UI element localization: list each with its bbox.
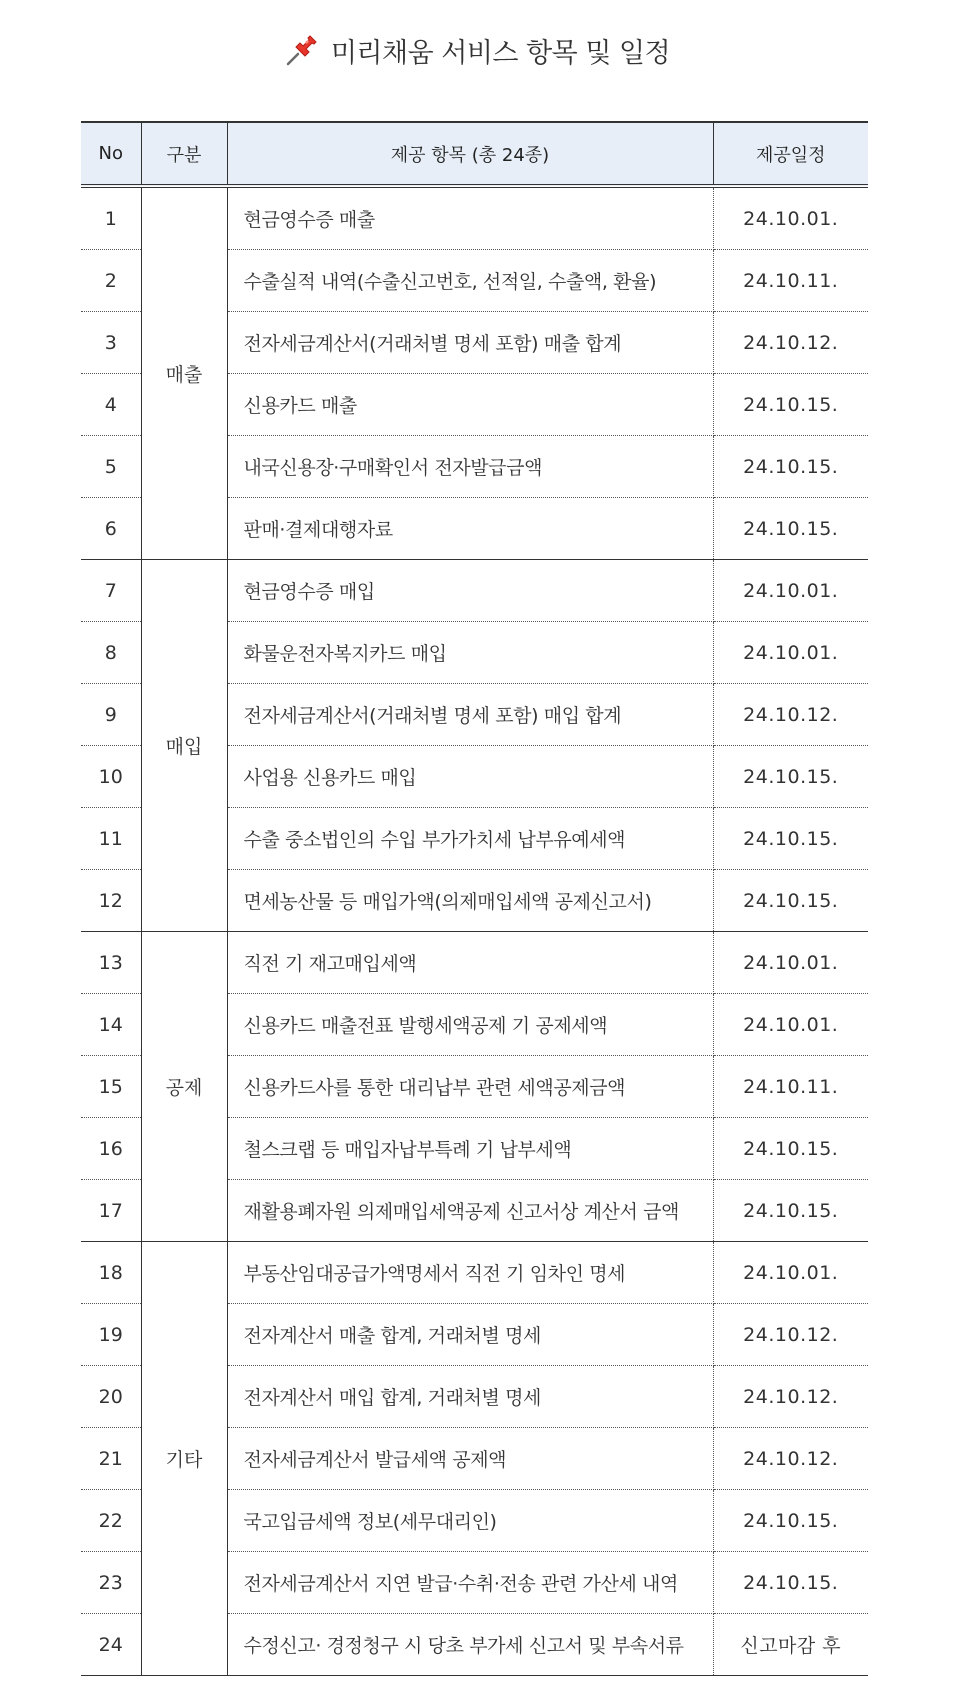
row-number: 6 xyxy=(81,498,141,560)
row-number: 15 xyxy=(81,1056,141,1118)
item-cell: 수정신고· 경정청구 시 당초 부가세 신고서 및 부속서류 xyxy=(227,1614,713,1676)
date-cell: 24.10.15. xyxy=(713,1180,868,1242)
date-cell: 24.10.01. xyxy=(713,622,868,684)
item-cell: 신용카드사를 통한 대리납부 관련 세액공제금액 xyxy=(227,1056,713,1118)
date-cell: 24.10.15. xyxy=(713,1118,868,1180)
row-number: 11 xyxy=(81,808,141,870)
item-cell: 철스크랩 등 매입자납부특례 기 납부세액 xyxy=(227,1118,713,1180)
row-number: 18 xyxy=(81,1242,141,1304)
date-cell: 24.10.15. xyxy=(713,374,868,436)
date-cell: 24.10.15. xyxy=(713,1552,868,1614)
header-category: 구분 xyxy=(141,122,227,186)
table-row xyxy=(81,1242,868,1304)
item-cell: 전자세금계산서 발급세액 공제액 xyxy=(227,1428,713,1490)
row-number: 23 xyxy=(81,1552,141,1614)
date-cell: 24.10.11. xyxy=(713,250,868,312)
pushpin-icon xyxy=(285,33,319,67)
item-cell: 면세농산물 등 매입가액(의제매입세액 공제신고서) xyxy=(227,870,713,932)
row-number: 14 xyxy=(81,994,141,1056)
row-number: 2 xyxy=(81,250,141,312)
page-title: 미리채움 서비스 항목 및 일정 xyxy=(330,37,671,69)
date-cell: 24.10.01. xyxy=(713,1242,868,1304)
item-cell: 판매·결제대행자료 xyxy=(227,498,713,560)
page-title-wrap xyxy=(0,30,955,70)
date-cell: 24.10.12. xyxy=(713,1304,868,1366)
item-cell: 내국신용장·구매확인서 전자발급금액 xyxy=(227,436,713,498)
item-cell: 전자계산서 매입 합계, 거래처별 명세 xyxy=(227,1366,713,1428)
row-number: 5 xyxy=(81,436,141,498)
date-cell: 24.10.11. xyxy=(713,1056,868,1118)
row-number: 4 xyxy=(81,374,141,436)
date-cell: 24.10.15. xyxy=(713,436,868,498)
date-cell: 24.10.12. xyxy=(713,1428,868,1490)
row-number: 1 xyxy=(81,186,141,250)
item-cell: 화물운전자복지카드 매입 xyxy=(227,622,713,684)
schedule-table xyxy=(81,121,868,1676)
item-cell: 부동산임대공급가액명세서 직전 기 임차인 명세 xyxy=(227,1242,713,1304)
table-header-row xyxy=(81,122,868,186)
date-cell: 24.10.12. xyxy=(713,684,868,746)
date-cell: 24.10.15. xyxy=(713,870,868,932)
date-cell: 24.10.01. xyxy=(713,932,868,994)
date-cell: 24.10.12. xyxy=(713,312,868,374)
header-item: 제공 항목 (총 24종) xyxy=(227,122,713,186)
date-cell: 24.10.15. xyxy=(713,746,868,808)
item-cell: 전자세금계산서(거래처별 명세 포함) 매입 합계 xyxy=(227,684,713,746)
date-cell: 24.10.15. xyxy=(713,498,868,560)
row-number: 24 xyxy=(98,1633,123,1656)
item-cell: 현금영수증 매입 xyxy=(227,560,713,622)
item-cell: 신용카드 매출 xyxy=(227,374,713,436)
row-number: 17 xyxy=(81,1180,141,1242)
table-body xyxy=(81,186,868,1676)
category-cell: 기타 xyxy=(141,1242,227,1676)
row-number: 3 xyxy=(81,312,141,374)
row-number: 20 xyxy=(81,1366,141,1428)
date-cell: 24.10.01. xyxy=(713,186,868,250)
row-number: 16 xyxy=(81,1118,141,1180)
item-cell: 국고입금세액 정보(세무대리인) xyxy=(227,1490,713,1552)
item-cell: 전자세금계산서 지연 발급·수취·전송 관련 가산세 내역 xyxy=(227,1552,713,1614)
row-number: 9 xyxy=(81,684,141,746)
header-date: 제공일정 xyxy=(713,122,868,186)
date-cell: 24.10.12. xyxy=(713,1366,868,1428)
row-number: 21 xyxy=(81,1428,141,1490)
item-cell: 직전 기 재고매입세액 xyxy=(227,932,713,994)
table-row xyxy=(81,560,868,622)
date-cell: 24.10.15. xyxy=(713,1490,868,1552)
item-cell: 신용카드 매출전표 발행세액공제 기 공제세액 xyxy=(227,994,713,1056)
row-number: 19 xyxy=(81,1304,141,1366)
item-cell: 수출실적 내역(수출신고번호, 선적일, 수출액, 환율) xyxy=(227,250,713,312)
category-cell: 공제 xyxy=(141,932,227,1242)
date-cell: 24.10.01. xyxy=(713,560,868,622)
table-row xyxy=(81,186,868,250)
date-cell: 24.10.15. xyxy=(713,808,868,870)
row-number: 7 xyxy=(81,560,141,622)
category-cell: 매출 xyxy=(141,186,227,560)
header-no: No xyxy=(81,122,141,186)
row-number: 10 xyxy=(81,746,141,808)
row-number: 8 xyxy=(81,622,141,684)
row-number: 13 xyxy=(81,932,141,994)
item-cell: 전자세금계산서(거래처별 명세 포함) 매출 합계 xyxy=(227,312,713,374)
item-cell: 재활용폐자원 의제매입세액공제 신고서상 계산서 금액 xyxy=(227,1180,713,1242)
table-row xyxy=(81,932,868,994)
date-cell: 신고마감 후 xyxy=(740,1635,842,1657)
item-cell: 수출 중소법인의 수입 부가가치세 납부유예세액 xyxy=(227,808,713,870)
item-cell: 사업용 신용카드 매입 xyxy=(227,746,713,808)
row-number: 22 xyxy=(81,1490,141,1552)
row-number: 12 xyxy=(81,870,141,932)
item-cell: 현금영수증 매출 xyxy=(227,186,713,250)
date-cell: 24.10.01. xyxy=(713,994,868,1056)
item-cell: 전자계산서 매출 합계, 거래처별 명세 xyxy=(227,1304,713,1366)
category-cell: 매입 xyxy=(141,560,227,932)
